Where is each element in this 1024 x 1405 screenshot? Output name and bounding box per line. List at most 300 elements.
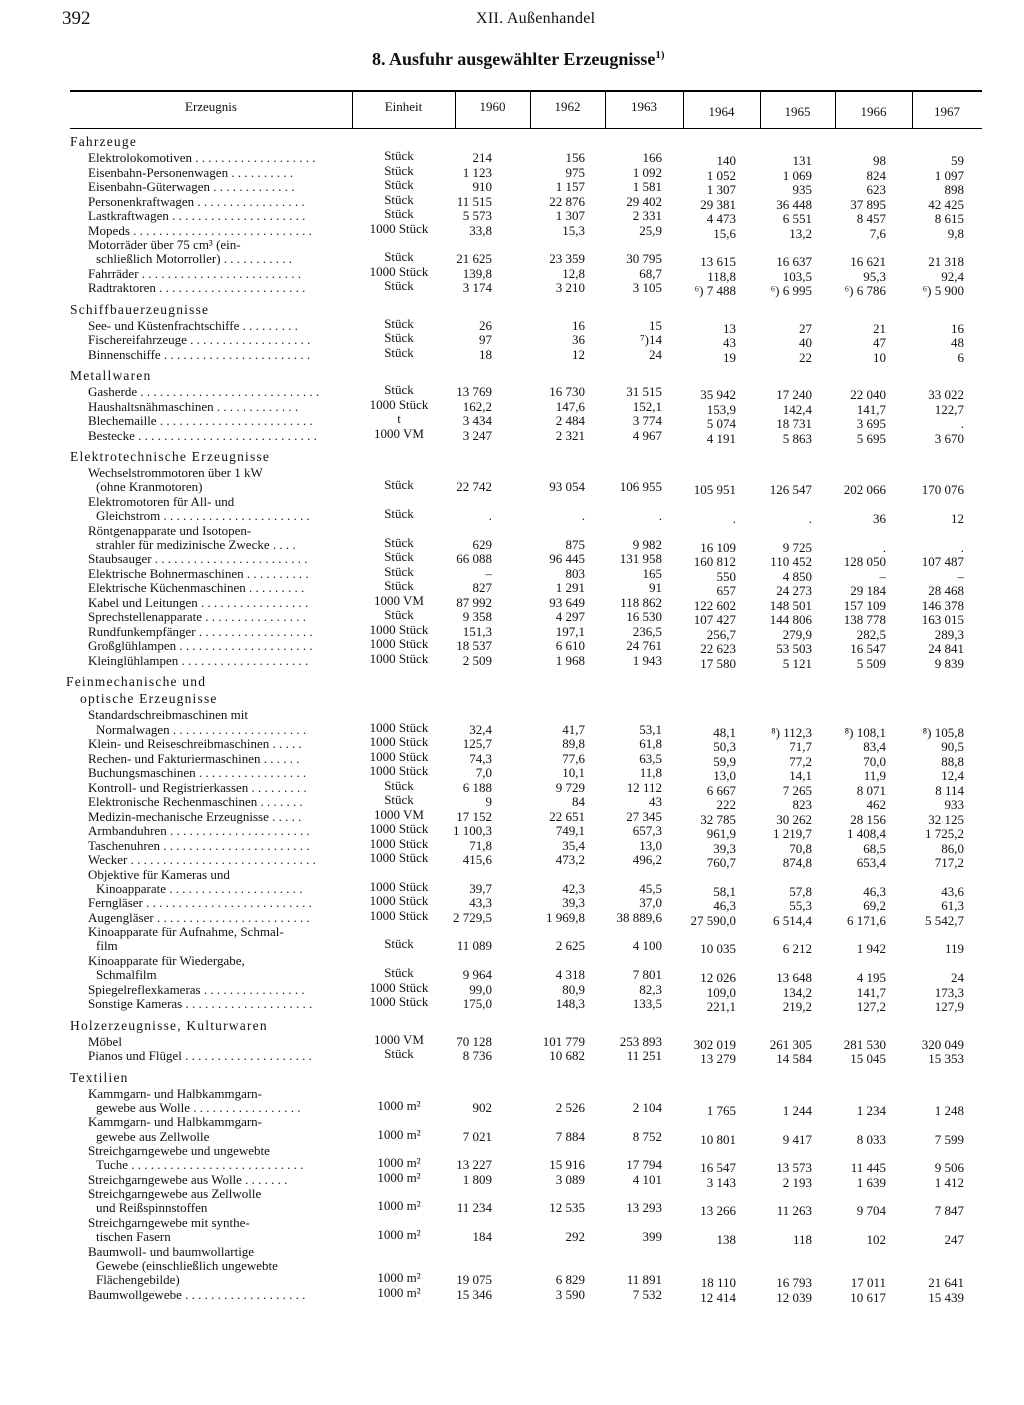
table-cell: 10,1 xyxy=(562,765,585,780)
table-cell: 125,7 xyxy=(462,736,492,751)
row-unit: Stück xyxy=(384,249,414,265)
table-cell: 7 265 xyxy=(782,782,812,798)
table-cell: 496,2 xyxy=(632,852,662,867)
row-label: Möbel xyxy=(88,1033,122,1049)
table-cell: 156 xyxy=(565,150,585,165)
table-cell: 33,8 xyxy=(469,222,492,238)
table-cell: 8 114 xyxy=(935,782,964,798)
table-cell: 1 100,3 xyxy=(453,823,492,838)
table-cell: 8 615 xyxy=(934,211,964,226)
table-cell: 17 580 xyxy=(700,655,736,671)
table-cell: 657 xyxy=(716,583,736,599)
column-header: 1964 xyxy=(708,104,735,119)
table-cell: 28 156 xyxy=(850,811,886,827)
table-cell: 42 425 xyxy=(928,196,964,212)
table-cell: 11 234 xyxy=(456,1200,492,1216)
table-cell: 58,1 xyxy=(713,883,736,899)
table-cell: 3 089 xyxy=(555,1171,585,1187)
table-cell: 282,5 xyxy=(856,626,886,642)
row-label: Gasherde . . . . . . . . . . . . . . . . . . . . . . . . . . . . xyxy=(88,384,320,400)
table-cell: 1 052 xyxy=(706,167,736,183)
row-unit: Stück xyxy=(384,792,414,807)
table-cell: . xyxy=(960,539,964,555)
table-cell: 7,0 xyxy=(475,765,492,780)
row-unit: 1000 Stück xyxy=(369,263,429,279)
row-unit: 1000 m² xyxy=(377,1169,421,1185)
table-cell: 22 623 xyxy=(700,641,736,657)
table-cell: 16 109 xyxy=(700,539,736,555)
table-cell: 32,4 xyxy=(469,721,492,737)
table-cell: 824 xyxy=(866,167,886,183)
table-cell: 24 xyxy=(951,970,964,986)
table-cell: 160 812 xyxy=(693,554,736,570)
row-label: Schmalfilm xyxy=(96,967,157,983)
row-label: Streichgarngewebe mit synthe- xyxy=(88,1214,250,1230)
row-label: Lastkraftwagen . . . . . . . . . . . . . . . . . . . . . xyxy=(88,208,306,223)
table-cell: 153,9 xyxy=(706,401,736,417)
table-cell: 823 xyxy=(792,797,812,812)
table-cell: 3 210 xyxy=(555,280,585,296)
row-label: Flächengebilde) xyxy=(96,1272,180,1287)
table-cell: 10 801 xyxy=(700,1131,736,1147)
table-cell: – xyxy=(957,568,964,584)
table-cell: 2 526 xyxy=(555,1099,585,1115)
table-cell: 910 xyxy=(472,179,492,194)
table-cell: 462 xyxy=(866,797,886,812)
table-cell: 90,5 xyxy=(941,739,964,754)
table-cell: 875 xyxy=(565,536,585,552)
table-cell: 31 515 xyxy=(626,384,662,400)
table-cell: 28 468 xyxy=(928,583,964,599)
table-cell: 15,3 xyxy=(562,222,585,238)
table-cell: 1 307 xyxy=(555,208,585,223)
row-label: Streichgarngewebe aus Zellwolle xyxy=(88,1186,262,1202)
table-cell: . xyxy=(960,416,964,432)
row-unit: Stück xyxy=(384,330,414,346)
table-cell: 43,3 xyxy=(469,895,492,911)
table-cell: 8 033 xyxy=(856,1131,886,1147)
row-unit: Stück xyxy=(384,206,414,221)
table-cell: 253 893 xyxy=(619,1033,662,1049)
column-header: 1962 xyxy=(554,99,581,114)
table-cell: 12 xyxy=(572,346,585,362)
table-cell: 10 617 xyxy=(850,1289,886,1305)
table-cell: 22 742 xyxy=(456,479,492,495)
table-cell: 2 193 xyxy=(782,1174,812,1190)
table-cell: 11 263 xyxy=(776,1203,812,1219)
table-cell: 126 547 xyxy=(769,482,812,498)
row-unit: 1000 Stück xyxy=(369,994,429,1010)
row-label: film xyxy=(96,938,118,954)
row-unit: 1000 Stück xyxy=(369,748,429,764)
table-cell: 24 xyxy=(649,346,662,362)
table-cell: 43 xyxy=(723,335,736,351)
table-cell: . xyxy=(658,508,662,524)
table-cell: 93 054 xyxy=(549,479,585,495)
table-cell: 43,6 xyxy=(941,883,964,899)
row-label: Motorräder über 75 cm³ (ein- xyxy=(88,237,241,252)
table-cell: 35 942 xyxy=(700,387,736,403)
row-unit: Stück xyxy=(384,563,414,579)
table-cell: 33 022 xyxy=(928,387,964,403)
table-cell: 142,4 xyxy=(782,401,812,417)
table-cell: 8 736 xyxy=(462,1048,492,1064)
row-unit: Stück xyxy=(384,148,414,163)
row-unit: 1000 VM xyxy=(374,592,424,608)
table-cell: 3 590 xyxy=(555,1286,585,1302)
table-cell: 415,6 xyxy=(462,852,492,867)
table-cell: 9 982 xyxy=(632,536,662,552)
table-cell: 5 863 xyxy=(782,430,812,446)
table-cell: 141,7 xyxy=(856,984,886,1000)
row-label: Baumwoll- und baumwollartige xyxy=(88,1243,255,1259)
table-cell: 5 695 xyxy=(856,430,886,446)
table-cell: 261 305 xyxy=(769,1036,812,1052)
table-cell: 15 346 xyxy=(456,1286,492,1302)
table-cell: 902 xyxy=(472,1099,492,1115)
table-cell: 68,5 xyxy=(863,840,886,856)
row-label: schließlich Motorroller) . . . . . . . . . . . xyxy=(96,251,293,267)
table-cell: 70,0 xyxy=(863,753,886,769)
row-unit: 1000 m² xyxy=(377,1126,421,1142)
table-cell: 127,9 xyxy=(934,999,964,1015)
table-cell: 99,0 xyxy=(469,981,492,997)
row-label: Röntgenapparate und Isotopen- xyxy=(88,522,252,538)
table-cell: 11 251 xyxy=(626,1048,662,1064)
table-cell: 59 xyxy=(951,153,964,168)
row-label: Objektive für Kameras und xyxy=(88,866,230,882)
table-cell: 131 xyxy=(792,153,812,168)
table-cell: 22 040 xyxy=(850,387,886,403)
table-cell: 13 615 xyxy=(700,254,736,270)
row-unit: Stück xyxy=(384,549,414,565)
table-cell: 760,7 xyxy=(706,855,736,870)
table-cell: 1 725,2 xyxy=(925,826,964,841)
table-cell: 70 128 xyxy=(456,1033,492,1049)
table-cell: 9 729 xyxy=(555,779,585,795)
table-cell: 933 xyxy=(944,797,964,812)
table-cell: 1 092 xyxy=(632,164,662,180)
table-cell: 24 273 xyxy=(776,583,812,599)
row-label: Wecker . . . . . . . . . . . . . . . . . . . . . . . . . . . . . xyxy=(88,852,316,867)
table-cell: 27 xyxy=(799,320,812,336)
table-cell: 27 590,0 xyxy=(690,912,736,928)
row-unit: 1000 Stück xyxy=(369,907,429,923)
table-cell: 165 xyxy=(642,565,662,581)
section-heading: Feinmechanische und xyxy=(66,674,207,690)
table-cell: 15,6 xyxy=(713,225,736,241)
row-label: gewebe aus Wolle . . . . . . . . . . . . . . . . . xyxy=(96,1099,301,1115)
table-cell: 1 244 xyxy=(782,1102,812,1118)
row-unit: 1000 m² xyxy=(377,1284,421,1300)
table-cell: 106 955 xyxy=(619,479,662,495)
table-cell: ⁶) 7 488 xyxy=(694,283,736,299)
section-heading: Schiffbauerzeugnisse xyxy=(70,301,210,317)
table-cell: 16 547 xyxy=(700,1160,736,1176)
table-cell: 173,3 xyxy=(934,984,964,1000)
table-cell: 39,3 xyxy=(713,840,736,856)
table-cell: 10 682 xyxy=(549,1048,585,1064)
row-label: Rechen- und Fakturiermaschinen . . . . . . xyxy=(88,750,300,766)
table-cell: 657,3 xyxy=(632,823,662,838)
row-unit: 1000 m² xyxy=(377,1270,421,1285)
table-cell: 128 050 xyxy=(843,554,886,570)
table-cell: 36 448 xyxy=(776,196,812,212)
row-label: Kinoapparate für Aufnahme, Schmal- xyxy=(88,924,284,940)
table-cell: 7,6 xyxy=(869,225,886,241)
row-label: Streichgarngewebe aus Wolle . . . . . . . xyxy=(88,1171,288,1187)
row-label: Elektronische Rechenmaschinen . . . . . . . xyxy=(88,794,303,809)
table-cell: 898 xyxy=(944,182,964,197)
table-cell: 289,3 xyxy=(934,626,964,642)
table-cell: 110 452 xyxy=(770,554,812,570)
row-label: Personenkraftwagen . . . . . . . . . . . . . . . . . xyxy=(88,193,305,209)
table-cell: 175,0 xyxy=(462,996,492,1012)
table-cell: 144 806 xyxy=(769,612,812,628)
table-cell: 12,4 xyxy=(941,768,964,783)
table-cell: 473,2 xyxy=(555,852,585,867)
row-unit: Stück xyxy=(384,578,414,594)
table-cell: 4 101 xyxy=(632,1171,662,1187)
row-label: Rundfunkempfänger . . . . . . . . . . . . . . . . . . xyxy=(88,623,313,639)
section-heading: Fahrzeuge xyxy=(70,134,138,149)
table-cell: 133,5 xyxy=(632,996,662,1012)
table-cell: 140 xyxy=(716,153,736,168)
table-cell: 1 408,4 xyxy=(847,826,886,841)
table-cell: 41,7 xyxy=(562,721,585,737)
table-cell: 827 xyxy=(472,580,492,596)
table-cell: ⁸) 108,1 xyxy=(844,724,886,740)
table-cell: 629 xyxy=(472,536,492,552)
table-cell: 45,5 xyxy=(639,880,662,896)
table-cell: 12 039 xyxy=(776,1289,812,1305)
row-label: Mopeds . . . . . . . . . . . . . . . . . . . . . . . . . . . . xyxy=(88,222,312,238)
row-label: Kinoapparate für Wiedergabe, xyxy=(88,952,245,968)
table-cell: 118 xyxy=(792,1232,812,1248)
table-cell: 1 639 xyxy=(856,1174,886,1190)
table-cell: 21 318 xyxy=(928,254,964,270)
table-cell: 874,8 xyxy=(782,855,812,870)
table-cell: 1 219,7 xyxy=(773,826,812,841)
table-cell: 26 xyxy=(479,317,492,333)
table-cell: 653,4 xyxy=(856,855,886,870)
table-cell: 147,6 xyxy=(555,398,585,414)
row-unit: Stück xyxy=(384,477,414,493)
row-label: Sonstige Kameras . . . . . . . . . . . . . . . . . . . . xyxy=(88,996,313,1012)
table-cell: 2 509 xyxy=(462,652,492,668)
table-cell: 91 xyxy=(649,580,662,596)
table-cell: 151,3 xyxy=(462,623,492,639)
table-cell: 399 xyxy=(642,1229,662,1245)
table-cell: 80,9 xyxy=(562,981,585,997)
table-cell: 5 573 xyxy=(462,208,492,223)
row-label: Radtraktoren . . . . . . . . . . . . . . . . . . . . . . . xyxy=(88,280,306,296)
table-cell: 12 414 xyxy=(700,1289,736,1305)
table-cell: 7 801 xyxy=(632,967,662,983)
table-cell: 21 641 xyxy=(928,1275,964,1290)
table-cell: 15 916 xyxy=(549,1157,585,1173)
table-cell: 16 730 xyxy=(549,384,585,400)
table-cell: 148 501 xyxy=(769,597,812,613)
table-cell: 46,3 xyxy=(863,883,886,899)
table-cell: 127,2 xyxy=(856,999,886,1015)
row-label: Blechemaille . . . . . . . . . . . . . . . . . . . . . . . . xyxy=(88,413,313,429)
table-cell: 53 503 xyxy=(776,641,812,657)
table-cell: 11 089 xyxy=(456,938,492,954)
table-cell: 9 506 xyxy=(934,1160,964,1176)
table-cell: 103,5 xyxy=(782,268,812,284)
row-label: Binnenschiffe . . . . . . . . . . . . . . . . . . . . . . . xyxy=(88,346,311,362)
table-cell: 24 761 xyxy=(626,638,662,654)
table-cell: 9 839 xyxy=(934,655,964,671)
table-cell: 15 045 xyxy=(850,1051,886,1067)
table-cell: 39,3 xyxy=(562,895,585,911)
table-cell: 95,3 xyxy=(863,268,886,284)
row-label: Elektrolokomotiven . . . . . . . . . . . . . . . . . . . xyxy=(88,150,316,165)
table-cell: 21 625 xyxy=(456,251,492,267)
table-cell: 6 610 xyxy=(555,638,585,654)
table-cell: ⁸) 112,3 xyxy=(771,724,812,740)
table-cell: 6 188 xyxy=(462,779,492,795)
table-cell: 3 774 xyxy=(632,413,662,429)
table-cell: 42,3 xyxy=(562,880,585,896)
table-cell: 18 731 xyxy=(776,416,812,432)
row-label: Standardschreibmaschinen mit xyxy=(88,707,248,723)
table-cell: 39,7 xyxy=(469,880,492,896)
table-cell: 21 xyxy=(873,320,886,336)
row-label: Klein- und Reiseschreibmaschinen . . . . . xyxy=(88,736,302,751)
section-heading: Holzerzeugnisse, Kulturwaren xyxy=(70,1017,268,1033)
table-cell: 975 xyxy=(565,164,585,180)
table-cell: 1 809 xyxy=(462,1171,492,1187)
table-cell: 236,5 xyxy=(632,623,662,639)
table-cell: 4 473 xyxy=(706,211,736,226)
table-cell: 36 xyxy=(873,511,886,527)
row-unit: 1000 Stück xyxy=(369,850,429,865)
table-cell: 9 964 xyxy=(462,967,492,983)
row-label: Tuche . . . . . . . . . . . . . . . . . . . . . . . . . . . xyxy=(96,1157,304,1173)
table-cell: – xyxy=(485,565,492,581)
table-cell: 119 xyxy=(944,941,964,957)
column-header: Einheit xyxy=(384,99,423,114)
row-label: Elektrische Küchenmaschinen . . . . . . . . . xyxy=(88,580,305,596)
table-cell: 118 862 xyxy=(620,594,662,610)
row-unit: 1000 m² xyxy=(377,1227,421,1243)
table-cell: 935 xyxy=(792,182,812,197)
row-unit: Stück xyxy=(384,1046,414,1062)
section-heading: Elektrotechnische Erzeugnisse xyxy=(70,449,271,465)
table-cell: 11 515 xyxy=(456,193,492,209)
table-cell: 30 795 xyxy=(626,251,662,267)
table-cell: 15 439 xyxy=(928,1289,964,1305)
table-cell: 803 xyxy=(565,565,585,581)
table-cell: 97 xyxy=(479,332,492,348)
table-cell: 292 xyxy=(565,1229,585,1245)
row-unit: 1000 Stück xyxy=(369,763,429,778)
table-cell: 88,8 xyxy=(941,753,964,769)
row-unit: 1000 Stück xyxy=(369,835,429,851)
table-cell: 29 381 xyxy=(700,196,736,212)
row-label: strahler für medizinische Zwecke . . . . xyxy=(96,536,296,552)
row-unit: 1000 VM xyxy=(374,806,424,822)
row-unit: Stück xyxy=(384,177,414,192)
section-heading: optische Erzeugnisse xyxy=(80,691,218,707)
table-cell: 8 457 xyxy=(856,211,886,226)
table-cell: 550 xyxy=(716,568,736,584)
table-cell: 3 105 xyxy=(632,280,662,296)
table-cell: 2 484 xyxy=(555,413,585,429)
table-cell: 7 021 xyxy=(462,1128,492,1144)
table-cell: 279,9 xyxy=(782,626,812,642)
table-cell: 69,2 xyxy=(863,898,886,914)
table-cell: 35,4 xyxy=(562,837,585,853)
row-label: Normalwagen . . . . . . . . . . . . . . . . . . . . . xyxy=(96,721,307,737)
table-cell: 13 648 xyxy=(776,970,812,986)
table-cell: 4 100 xyxy=(632,938,662,954)
table-cell: 170 076 xyxy=(921,482,964,498)
table-cell: 22 xyxy=(799,349,812,365)
table-cell: 13,2 xyxy=(789,225,812,241)
row-unit: Stück xyxy=(384,506,414,522)
row-unit: Stück xyxy=(384,344,414,360)
row-label: Armbanduhren . . . . . . . . . . . . . . . . . . . . . . xyxy=(88,823,310,838)
table-cell: 47 xyxy=(873,335,886,351)
table-cell: 138 778 xyxy=(843,612,886,628)
table-cell: 118,8 xyxy=(707,268,736,284)
table-cell: 4 850 xyxy=(782,568,812,584)
row-label: Ferngläser . . . . . . . . . . . . . . . . . . . . . . . . . . xyxy=(88,895,312,911)
table-cell: 57,8 xyxy=(789,883,812,899)
table-cell: 3 695 xyxy=(856,416,886,432)
table-cell: 6 551 xyxy=(782,211,812,226)
table-cell: 74,3 xyxy=(469,750,492,766)
table-cell: 11,8 xyxy=(639,765,662,780)
section-heading: Textilien xyxy=(70,1069,129,1085)
table-cell: 8 752 xyxy=(632,1128,662,1144)
row-label: Medizin-mechanische Erzeugnisse . . . . . xyxy=(88,808,302,824)
table-cell: 63,5 xyxy=(639,750,662,766)
row-label: Kinoapparate . . . . . . . . . . . . . . . . . . . . . xyxy=(96,880,303,896)
row-unit: 1000 VM xyxy=(374,1031,424,1047)
row-label: Pianos und Flügel . . . . . . . . . . . . . . . . . . . . xyxy=(88,1048,312,1064)
table-cell: 6 171,6 xyxy=(847,912,886,928)
table-cell: 7 884 xyxy=(555,1128,585,1144)
table-title xyxy=(372,49,665,70)
header-bottom-rule xyxy=(70,128,982,129)
table-cell: 77,2 xyxy=(789,753,812,769)
row-label: Bestecke . . . . . . . . . . . . . . . . . . . . . . . . . . . . xyxy=(88,427,317,443)
table-cell: . xyxy=(808,511,812,527)
table-cell: 122 602 xyxy=(693,597,736,613)
table-cell: 17 152 xyxy=(456,808,492,824)
table-cell: 302 019 xyxy=(693,1036,736,1052)
table-cell: 247 xyxy=(944,1232,964,1248)
table-cell: 5 509 xyxy=(856,655,886,671)
table-cell: 13 266 xyxy=(700,1203,736,1219)
table-cell: 9 358 xyxy=(462,609,492,625)
table-cell: 12 xyxy=(951,511,964,527)
running-header: XII. Außenhandel xyxy=(476,10,596,27)
table-cell: 18 110 xyxy=(700,1275,736,1290)
table-cell: 32 125 xyxy=(928,811,964,827)
table-cell: 2 104 xyxy=(632,1099,662,1115)
table-cell: 83,4 xyxy=(863,739,886,754)
row-label: tischen Fasern xyxy=(96,1229,171,1245)
table-cell: 77,6 xyxy=(562,750,585,766)
table-cell: 8 071 xyxy=(856,782,886,798)
table-cell: 197,1 xyxy=(555,623,585,639)
table-cell: 105 951 xyxy=(693,482,736,498)
